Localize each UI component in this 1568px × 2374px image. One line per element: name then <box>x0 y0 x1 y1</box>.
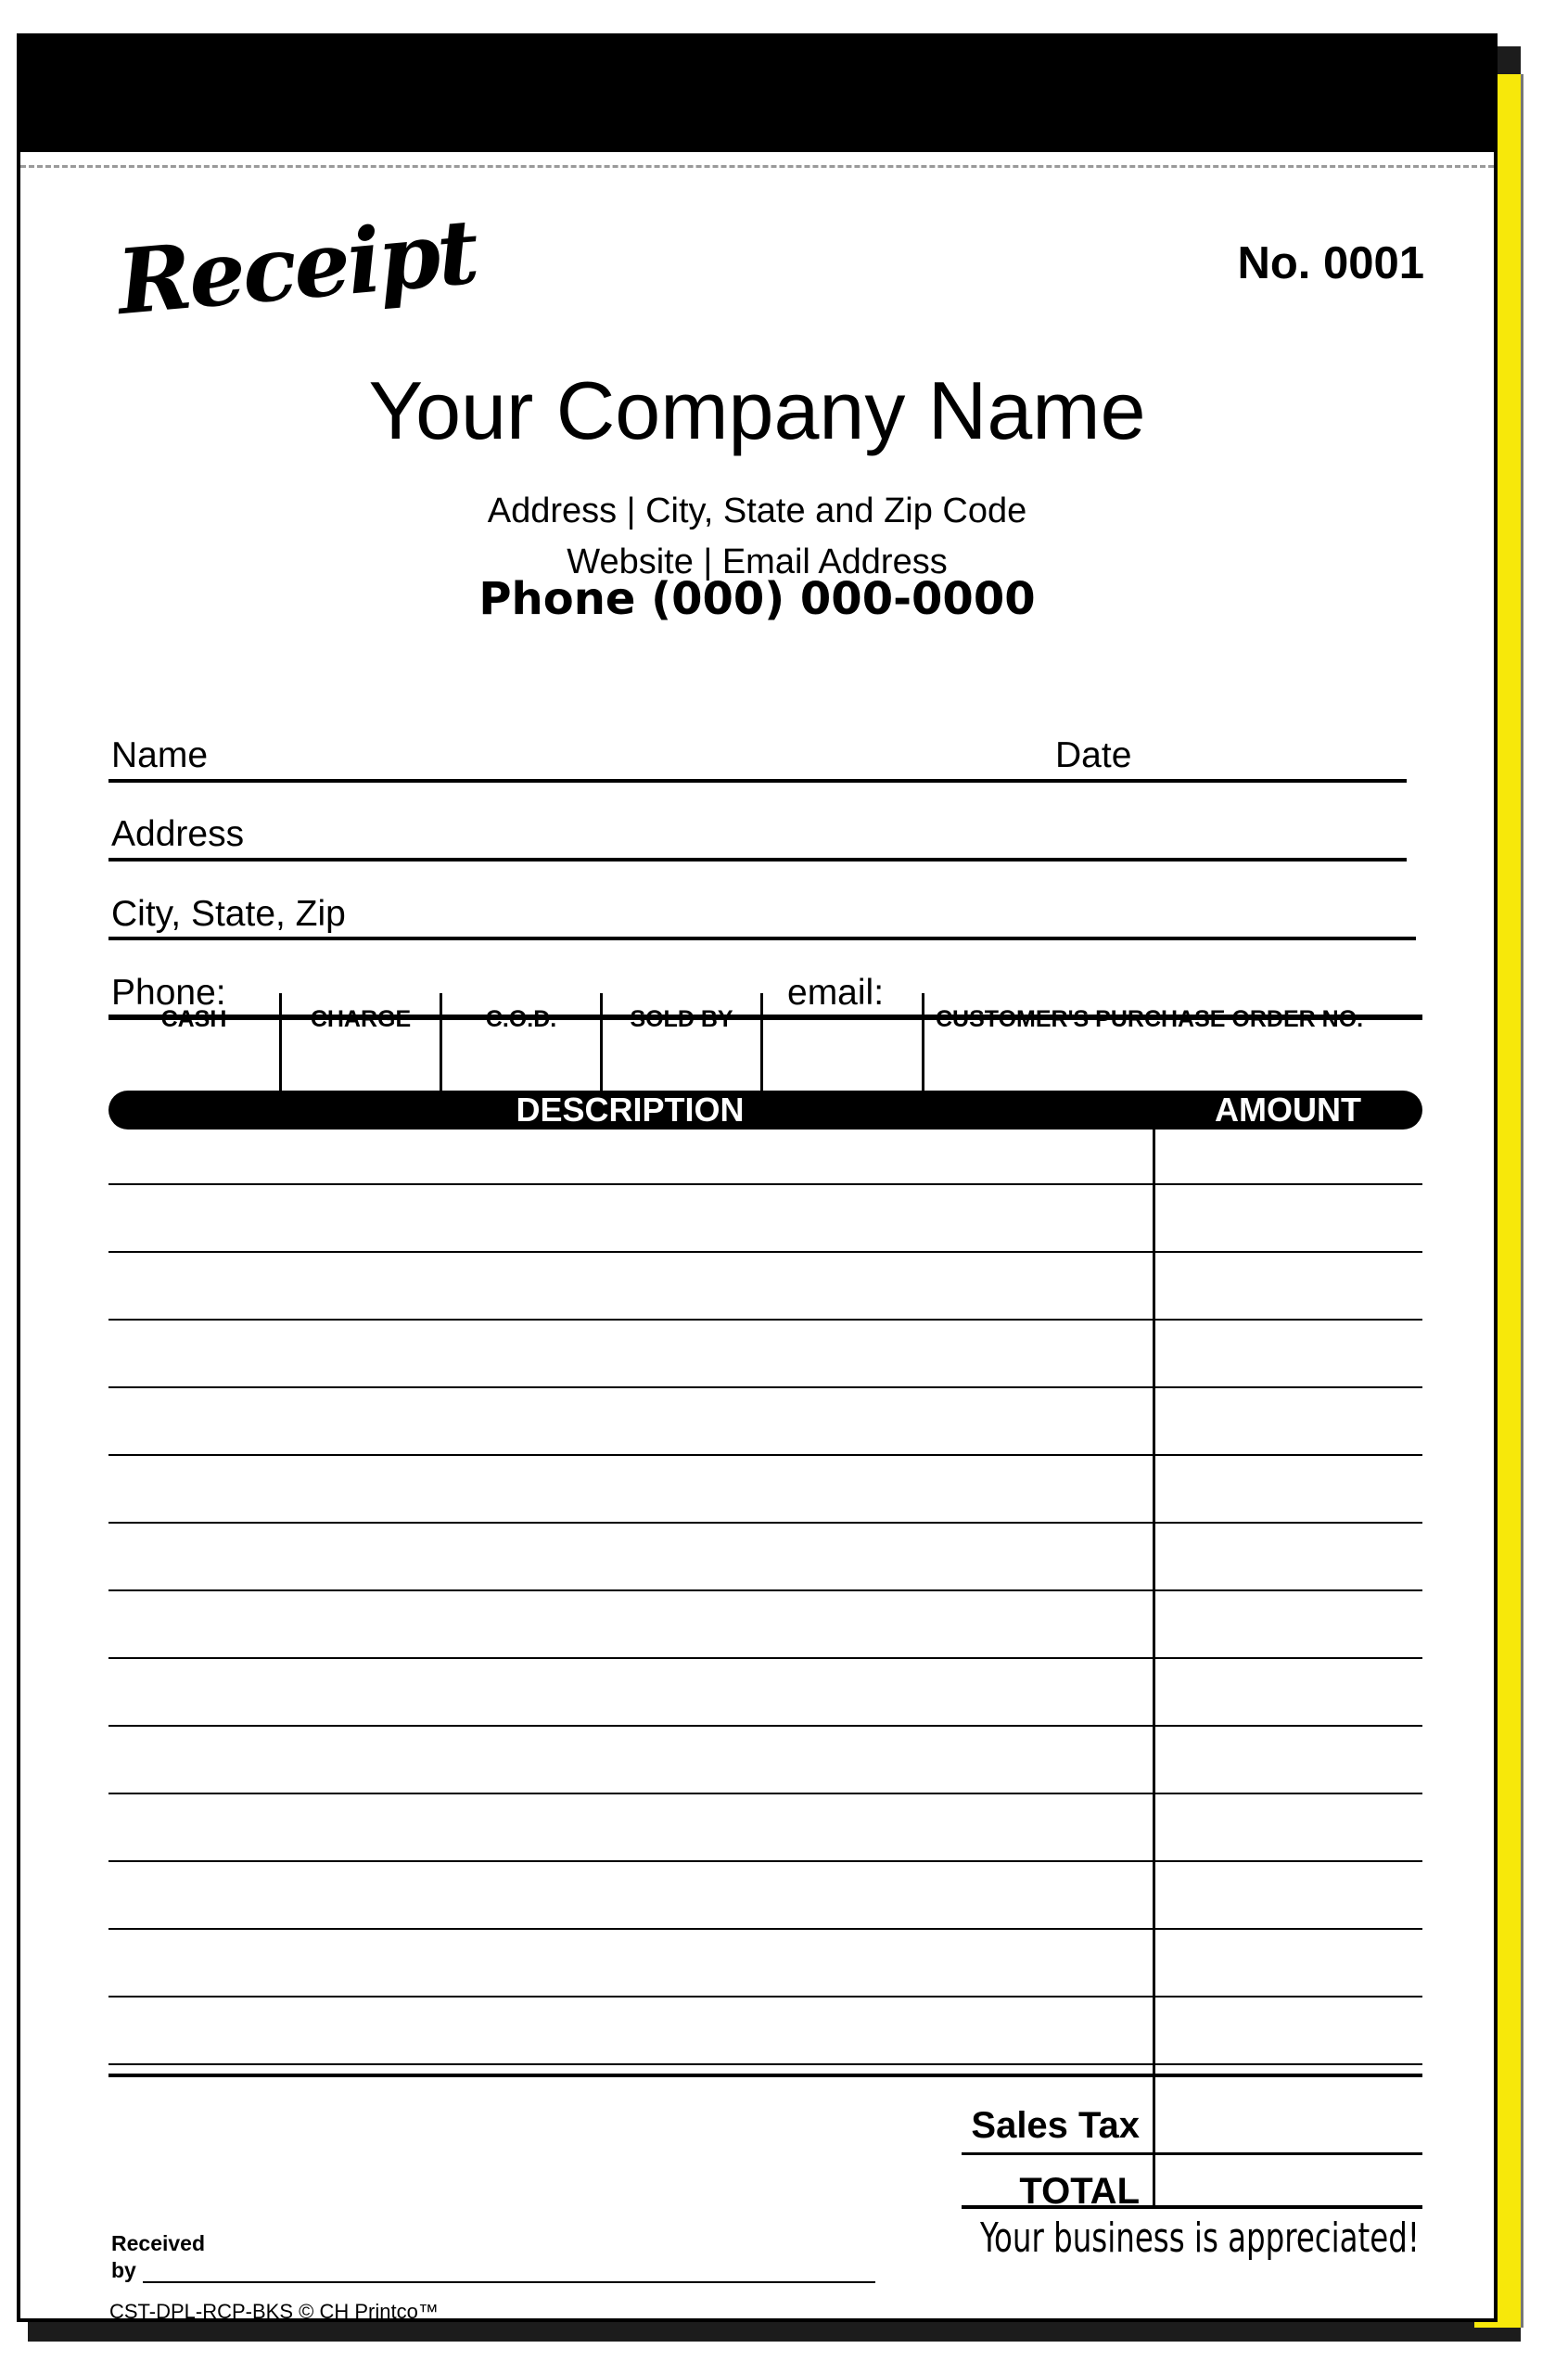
item-row-line[interactable] <box>108 1386 1422 1388</box>
name-label: Name <box>111 735 209 775</box>
received-by-line[interactable] <box>143 2281 875 2283</box>
receipt-form <box>17 33 1498 2322</box>
email-label: email: <box>787 973 885 1013</box>
product-code: CST-DPL-RCP-BKS © CH Printco™ <box>109 2300 439 2322</box>
total-label: TOTAL <box>1019 2171 1140 2212</box>
sales-tax-line[interactable] <box>962 2152 1422 2155</box>
total-line[interactable] <box>962 2205 1422 2209</box>
city-state-zip-line[interactable] <box>108 937 1416 940</box>
item-row-line[interactable] <box>108 1996 1422 1997</box>
date-label: Date <box>1055 735 1132 775</box>
amount-column-divider <box>1153 1128 1155 2205</box>
thank-you-message: Your business is appreciated! <box>980 2214 1420 2262</box>
blank-cell[interactable] <box>763 993 924 1099</box>
amount-header: AMOUNT <box>1215 1091 1361 1129</box>
received-label-line1: Received <box>111 2231 206 2255</box>
item-row-line[interactable] <box>108 1860 1422 1862</box>
received-label-line2: by <box>111 2258 136 2282</box>
company-web-email: Website | Email Address <box>567 542 948 581</box>
phone-label: Phone: <box>111 973 226 1013</box>
company-address: Address | City, State and Zip Code <box>487 491 1027 530</box>
cash-cell[interactable]: CASH <box>108 993 282 1099</box>
receipt-number: No. 0001 <box>1237 238 1424 288</box>
item-row-line[interactable] <box>108 1454 1422 1456</box>
item-row-line[interactable] <box>108 1657 1422 1659</box>
item-row-line[interactable] <box>108 1183 1422 1185</box>
company-phone: Phone (000) 000-0000 <box>478 573 1036 625</box>
sales-tax-label: Sales Tax <box>971 2105 1140 2146</box>
receipt-title: Receipt <box>113 198 480 335</box>
item-row-line[interactable] <box>108 1928 1422 1930</box>
item-row-line[interactable] <box>108 1793 1422 1794</box>
item-row-line[interactable] <box>108 1251 1422 1253</box>
item-row-line[interactable] <box>108 1319 1422 1321</box>
address-label: Address <box>111 814 245 854</box>
company-name: Your Company Name <box>368 364 1146 456</box>
perforation-line <box>20 165 1494 168</box>
address-line[interactable] <box>108 858 1407 862</box>
name-date-line[interactable] <box>108 779 1407 783</box>
item-row-line[interactable] <box>108 1725 1422 1727</box>
items-bottom-rule <box>108 2074 1422 2077</box>
binding-strip <box>20 37 1494 152</box>
cod-cell[interactable]: C.O.D. <box>442 993 603 1099</box>
purchase-order-cell[interactable]: CUSTOMER'S PURCHASE ORDER NO. <box>936 1006 1364 1032</box>
city-state-zip-label: City, State, Zip <box>111 894 346 934</box>
item-row-line[interactable] <box>108 1589 1422 1591</box>
charge-cell[interactable]: CHARGE <box>282 993 442 1099</box>
item-row-line[interactable] <box>108 2063 1422 2065</box>
items-header <box>108 1091 1422 1130</box>
sold-by-cell[interactable]: SOLD BY <box>603 993 763 1099</box>
description-header: DESCRIPTION <box>516 1091 745 1129</box>
item-row-line[interactable] <box>108 1522 1422 1524</box>
